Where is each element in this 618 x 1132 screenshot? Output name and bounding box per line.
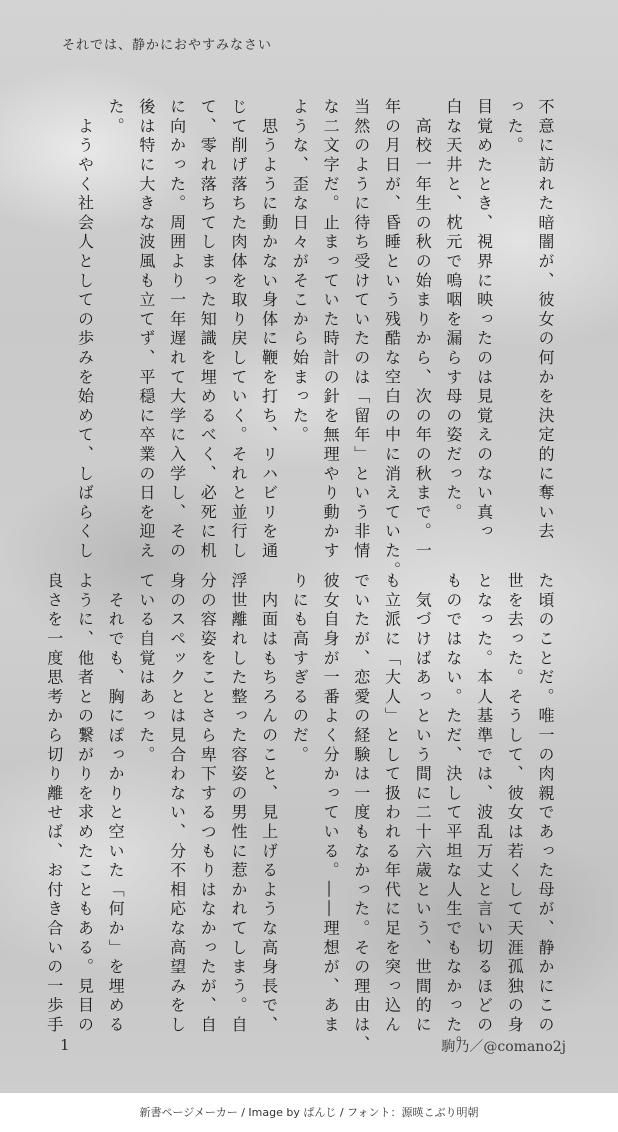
- page-number: 1: [60, 1036, 70, 1054]
- author-credit: 駒乃／@comano2j: [441, 1039, 566, 1055]
- text-line: 浮世離れした整った容姿の男性に惹かれてしまう。自: [228, 572, 248, 1036]
- text-line: た頃のことだ。唯一の肉親であった母が、静かにこの: [536, 572, 555, 1036]
- text-line: 当然のように待ち受けていたのは「留年」という非情: [351, 98, 371, 562]
- text-line: それでも、胸にぽっかりと空いた「何か」を埋める: [106, 572, 126, 1036]
- text-line: 目覚めたとき、視界に映ったのは見覚えのない真っ: [474, 98, 494, 542]
- text-line: て、零れ落ちてしまった知識を埋めるべく、必死に机: [198, 98, 218, 562]
- text-line: でいたが、恋愛の経験は一度もなかった。その理由は、: [351, 572, 371, 1055]
- text-line: りにも高すぎるのだ。: [290, 572, 310, 765]
- text-line: ような、歪な日々がそこから始まった。: [290, 98, 310, 446]
- text-line: 高校一年生の秋の始まりから、次の年の秋まで。一: [413, 98, 433, 562]
- running-header: それでは、静かにおやすみなさい: [62, 38, 273, 53]
- text-line: に向かった。周囲より一年遅れて大学に入学し、その: [167, 98, 187, 562]
- text-line: 身のスペックとは見合わない、分不相応な高望みをし: [167, 572, 187, 1036]
- generator-credit-footer: 新書ページメーカー / Image by ぱんじ / フォント：源暎こぶり明朝: [0, 1093, 618, 1132]
- text-block-upper: [50, 98, 560, 581]
- text-line: 年の月日が、昏睡という残酷な空白の中に消えていた。: [382, 98, 402, 581]
- text-line: 白な天井と、枕元で嗚咽を漏らす母の姿だった。: [443, 98, 463, 523]
- text-line: 彼女自身が一番よく分かっている。――理想が、あま: [321, 572, 341, 1036]
- text-line: 世を去った。そうして、彼女は若くして天涯孤独の身: [505, 572, 525, 1036]
- text-line: た。: [106, 98, 126, 137]
- text-line: 気づけばあっという間に二十六歳という、世間的に: [413, 572, 433, 1036]
- text-line: 内面はもちろんのこと、見上げるような高身長で、: [259, 572, 279, 1036]
- text-line: となった。本人基準では、波乱万丈と言い切るほどの: [474, 572, 494, 1036]
- text-line: ものではない。ただ、決して平坦な人生でもなかった。: [443, 572, 463, 1055]
- text-line: 後は特に大きな波風も立てず、平穏に卒業の日を迎え: [136, 98, 156, 562]
- text-line: 分の容姿をことさら卑下するつもりはなかったが、自: [198, 572, 218, 1036]
- text-line: も立派に「大人」として扱われる年代に足を突っ込ん: [382, 572, 402, 1036]
- text-line: 不意に訪れた暗闇が、彼女の何かを決定的に奪い去: [536, 98, 555, 542]
- text-line: ように、他者との繋がりを求めたこともある。見目の: [75, 572, 95, 1036]
- text-line: ようやく社会人としての歩みを始めて、しばらくし: [75, 98, 95, 562]
- text-line: な二文字だ。止まっていた時計の針を無理やり動かす: [321, 98, 341, 562]
- text-line: ている自覚はあった。: [136, 572, 156, 765]
- text-line: 良さを一度思考から切り離せば、お付き合いの一歩手: [44, 572, 64, 1036]
- text-line: じて削げ落ちた肉体を取り戻していく。それと並行し: [228, 98, 248, 562]
- text-line: 思うように動かない身体に鞭を打ち、リハビリを通: [259, 98, 279, 562]
- text-line: った。: [505, 98, 525, 156]
